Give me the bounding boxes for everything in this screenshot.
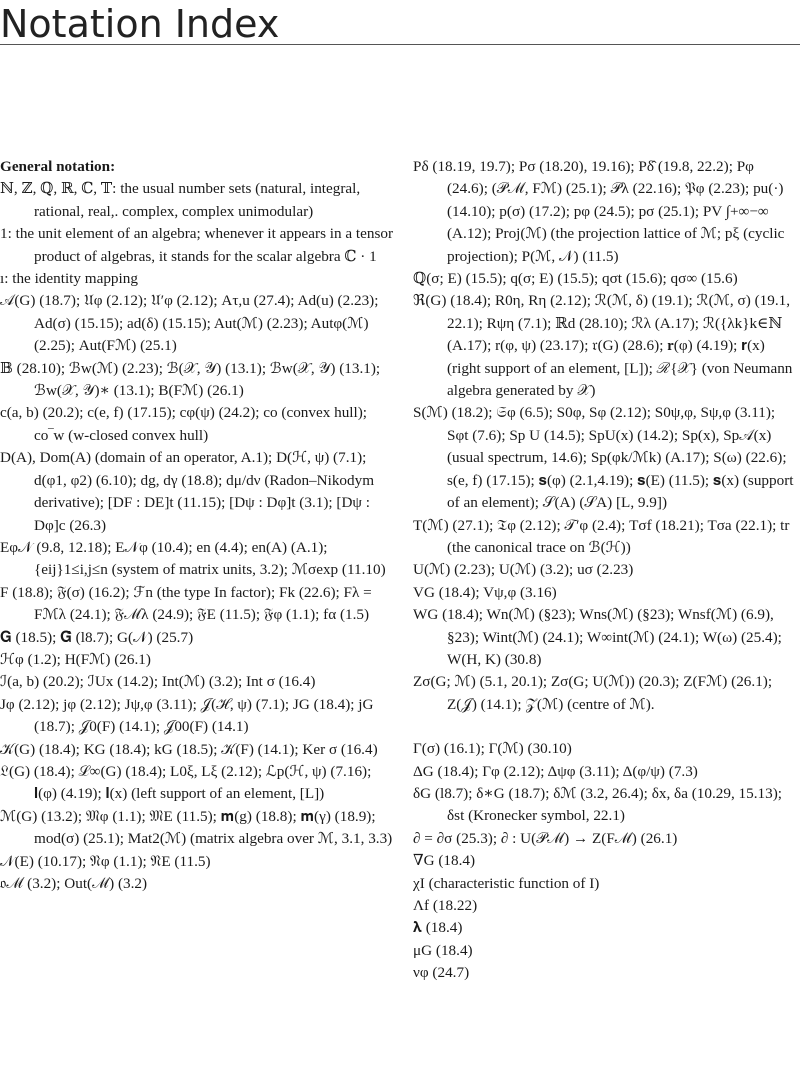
notation-entry: 𝛌 (18.4) [413, 919, 463, 937]
notation-entry: ı: the identity mapping [0, 270, 138, 288]
notation-entry: Λf (18.22) [413, 897, 478, 914]
notation-entry: Pδ (18.19, 19.7); Pσ (18.20), 19.16); Pδ̂ (19.8, 22.2); Pφ (24.6); (𝒫ℳ, Fℳ) (25.1); 𝒫λ (22.16); 𝔓φ (2.23); pu(·) (14.10); p(σ) (17.2); pφ (24.5); pσ (25.1); PV ∫+∞−∞ (A.12); Proj(ℳ) (the projection lattice of ℳ; pξ (cyclic projection); P(ℳ, 𝒩) (11.5) [413, 158, 785, 265]
left-entry-list [0, 178, 396, 895]
notation-entry: 𝒩(E) (10.17); 𝔑φ (1.1); 𝔑E (11.5) [0, 852, 211, 870]
right-column [413, 156, 797, 985]
notation-entry: 𝐆 (18.5); 𝐆̂ (l8.7); G(𝒩) (25.7) [0, 628, 194, 646]
notation-entry: T(ℳ) (27.1); 𝔗φ (2.12); 𝒯′φ (2.4); Tσf (18.21); Tσa (22.1); tr (the canonical trace on ℬ(ℋ)) [413, 516, 790, 556]
notation-entry: 𝒦(G) (18.4); KG (18.4); kG (18.5); 𝒦(F) (14.1); Ker σ (16.4) [0, 740, 378, 758]
notation-entry: ℜ(G) (18.4); R0η, Rη (2.12); ℛ(ℳ, δ) (19.1); ℛ(ℳ, σ) (19.1, 22.1); Rψη (7.1); ℝd (28.10); ℛλ (A.17); ℛ({λk}k∈ℕ (A.17); r(φ, ψ) (23.17); 𝔯(G) (28.6); 𝐫(φ) (4.19); 𝐫(x) (right support of an element, [L]); ℛ{𝒳} (von Neumann algebra generated by 𝒳) [413, 292, 793, 400]
notation-entry: F (18.8); 𝔉(σ) (16.2); ℱn (the type In factor); Fk (22.6); Fλ = Fℳλ (24.1); 𝔉ℳλ (24.9); 𝔉E (11.5); 𝔉φ (1.1); fα (1.5) [0, 583, 372, 624]
section-heading: General notation: [0, 158, 116, 175]
notation-entry: Zσ(G; ℳ) (5.1, 20.1); Zσ(G; U(ℳ)) (20.3); Z(Fℳ) (26.1); Z(𝒥) (14.1); 𝒵(ℳ) (centre of ℳ). [413, 673, 773, 713]
notation-entry: Jφ (2.12); jφ (2.12); Jψ,φ (3.11); 𝒥(ℋ, ψ) (7.1); JG (18.4); jG (18.7); 𝒥0(F) (14.1); 𝒥00(F) (14.1) [0, 695, 374, 736]
right-entry-list [413, 156, 797, 985]
notation-entry: μG (18.4) [413, 941, 473, 959]
notation-entry: 𝔹 (28.10); ℬw(ℳ) (2.23); ℬ(𝒳, 𝒴) (13.1); ℬw(𝒳, 𝒴) (13.1); ℬw(𝒳, 𝒴)∗ (13.1); B(Fℳ) (26.1) [0, 359, 381, 400]
notation-entry: ∇G (18.4) [413, 852, 476, 870]
notation-entry: Eφ𝒩 (9.8, 12.18); E𝒩φ (10.4); en (4.4); en(A) (A.1); {eij}1≤i,j≤n (system of matrix units, 3.2); ℳσexp (11.10) [0, 538, 386, 579]
notation-entry: D(A), Dom(A) (domain of an operator, A.1); D(ℋ, ψ) (7.1); d(φ1, φ2) (6.10); dg, dγ (18.8); dμ/dν (Radon–Nikodym derivative); [DF : DE]t (11.15); [Dψ : Dφ]t (3.1); [Dψ : Dφ]c (26.3) [0, 449, 375, 534]
title-rule [0, 44, 800, 45]
notation-entry: ∂ = ∂σ (25.3); ∂ : U(𝒫ℳ) → Z(Fℳ) (26.1) [413, 829, 678, 847]
notation-entry: ℋφ (1.2); H(Fℳ) (26.1) [0, 650, 151, 668]
entry-gap [413, 716, 797, 738]
notation-entry: S(ℳ) (18.2); 𝔖φ (6.5); S0φ, Sφ (2.12); S0ψ,φ, Sψ,φ (3.11); Sφt (7.6); Sp U (14.5); SpU(x) (14.2); Sp(x), Sp𝒜(x) (usual spectrum, 14.6); Sp(φk/ℳk) (A.17); S(ω) (22.6); s(e, f) (17.15); 𝐬(φ) (2.1,4.19); 𝐬(E) (11.5); 𝐬(x) (support of an element); 𝒮(A) (𝒮A) [L, 9.9]) [413, 404, 794, 512]
notation-entry: νφ (24.7) [413, 964, 470, 982]
notation-entry: ℚ(σ; E) (15.5); q(σ; E) (15.5); qσt (15.6); qσ∞ (15.6) [413, 270, 738, 288]
notation-entry: 1: the unit element of an algebra; whenever it appears in a tensor product of algebras, it stands for the scalar algebra ℂ · 1 [0, 225, 394, 265]
notation-entry: Γ(σ) (16.1); Γ(ℳ) (30.10) [413, 740, 572, 758]
notation-entry: c(a, b) (20.2); c(e, f) (17.15); cφ(ψ) (24.2); co (convex hull); co‾w (w-closed convex hull) [0, 404, 368, 444]
notation-entry: ℕ, ℤ, ℚ, ℝ, ℂ, 𝕋: the usual number sets (natural, integral, rational, real,. complex, complex unimodular) [0, 180, 361, 220]
notation-entry: 𝔬ℳ (3.2); Out(ℳ) (3.2) [0, 875, 148, 892]
notation-entry: ΔG (18.4); Γφ (2.12); Δψφ (3.11); Δ(φ/ψ) (7.3) [413, 762, 698, 780]
notation-entry: VG (18.4); Vψ,φ (3.16) [413, 583, 557, 601]
notation-entry: WG (18.4); Wn(ℳ) (§23); Wns(ℳ) (§23); Wnsf(ℳ) (6.9), §23); Wint(ℳ) (24.1); W∞int(ℳ) (24.1); W(ω) (25.4); W(H, K) (30.8) [413, 606, 782, 668]
page-title: Notation Index [0, 2, 280, 46]
notation-entry: 𝒜(G) (18.7); 𝔘φ (2.12); 𝔘′φ (2.12); Aτ,u (27.4); Ad(u) (2.23); Ad(σ) (15.15); ad(δ) (15.15); Aut(ℳ) (2.23); Autφ(ℳ) (2.25); Aut(Fℳ) (25.1) [0, 292, 379, 355]
left-column [0, 156, 396, 895]
notation-entry: ℳ(G) (13.2); 𝔐φ (1.1); 𝔐E (11.5); 𝐦(g) (18.8); 𝐦(γ) (18.9); mod(σ) (25.1); Mat2(ℳ) (matrix algebra over ℳ, 3.1, 3.3) [0, 807, 393, 848]
notation-entry: δG (l8.7); δ∗G (18.7); δℳ (3.2, 26.4); δx, δa (10.29, 15.13); δst (Kronecker symbol, 22.1) [413, 784, 783, 825]
notation-entry: U(ℳ) (2.23); U(ℳ) (3.2); uσ (2.23) [413, 561, 634, 579]
notation-entry: ℐ(a, b) (20.2); ℐUx (14.2); Int(ℳ) (3.2); Int σ (16.4) [0, 673, 316, 691]
notation-entry: χI (characteristic function of I) [413, 874, 600, 892]
notation-entry: 𝔏(G) (18.4); ℒ∞(G) (18.4); L0ξ, Lξ (2.12); ℒp(ℋ, ψ) (7.16); 𝐥(φ) (4.19); 𝐥(x) (left support of an element, [L]) [0, 762, 372, 803]
